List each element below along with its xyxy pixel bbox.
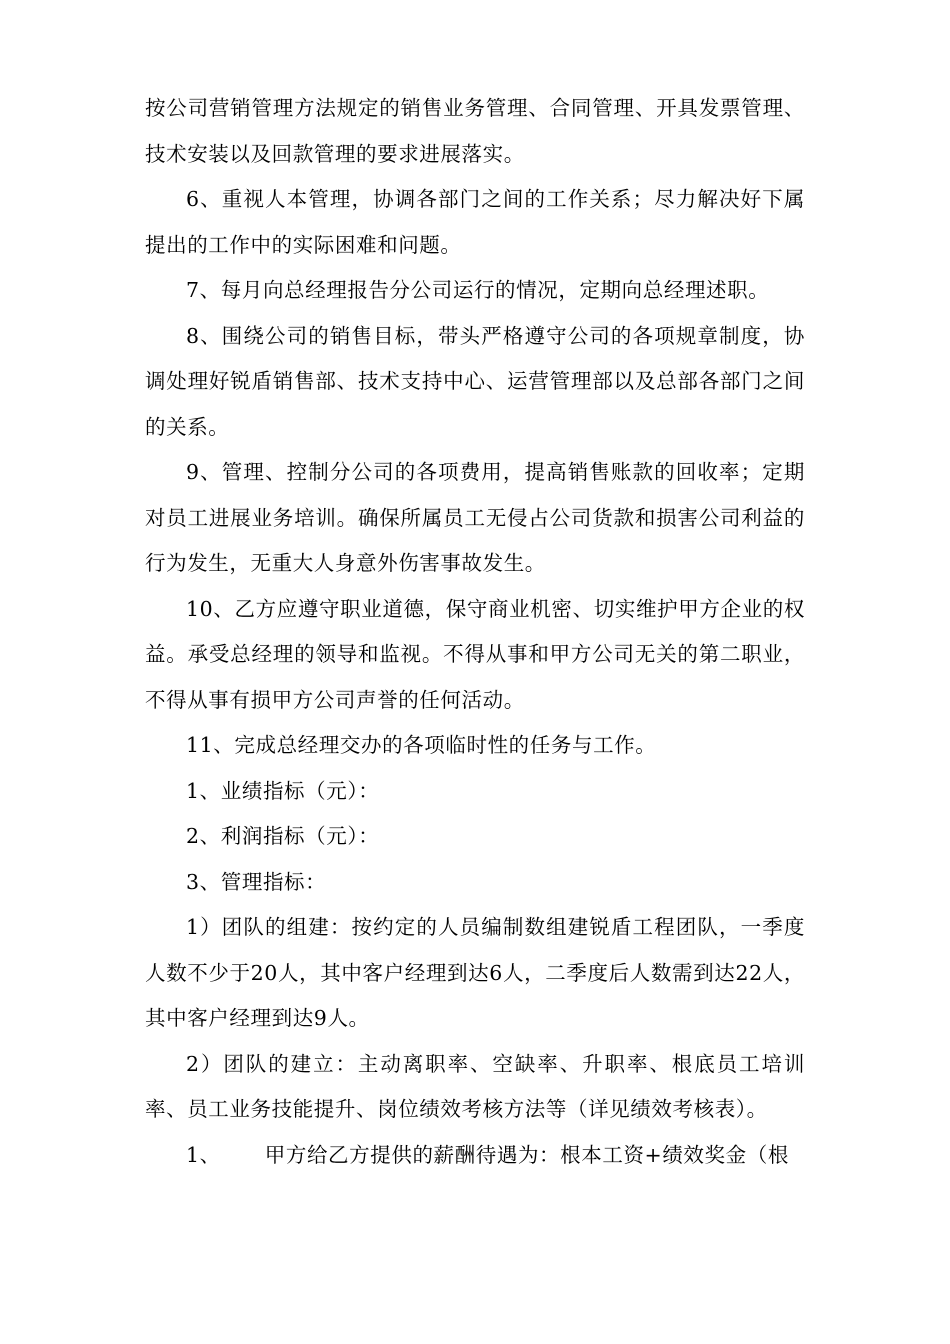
paragraph-item-10: 10、乙方应遵守职业道德，保守商业机密、切实维护甲方企业的权益。承受总经理的领导和监视。不得从事和甲方公司无关的第二职业，不得从事有损甲方公司声誉的任何活动。: [145, 596, 805, 712]
paragraph-team-building: 2）团队的建立：主动离职率、空缺率、升职率、根底员工培训率、员工业务技能提升、岗位绩效考核方法等（详见绩效考核表）。: [145, 1051, 805, 1121]
salary-item-number: 1、: [186, 1142, 221, 1167]
paragraph-team-formation: 1）团队的组建：按约定的人员编制数组建锐盾工程团队，一季度人数不少于20人，其中客户经理到达6人，二季度后人数需到达22人，其中客户经理到达9人。: [145, 915, 805, 1030]
paragraph-performance-target: 1、业绩指标（元）：: [186, 778, 380, 803]
paragraph-management-target: 3、管理指标：: [186, 869, 327, 894]
paragraph-item-9: 9、管理、控制分公司的各项费用，提高销售账款的回收率；定期对员工进展业务培训。确保所属员工无侵占公司货款和损害公司利益的行为发生，无重大人身意外伤害事故发生。: [145, 460, 805, 575]
paragraph-sales-management: 按公司营销管理方法规定的销售业务管理、合同管理、开具发票管理、技术安装以及回款管理的要求进展落实。: [145, 96, 805, 166]
salary-item-text: 甲方给乙方提供的薪酬待遇为：根本工资+绩效奖金（根: [264, 1142, 789, 1167]
paragraph-item-6: 6、重视人本管理，协调各部门之间的工作关系；尽力解决好下属提出的工作中的实际困难和问题。: [145, 187, 805, 257]
document-page: [145, 86, 805, 1178]
paragraph-item-8: 8、围绕公司的销售目标，带头严格遵守公司的各项规章制度，协调处理好锐盾销售部、技术支持中心、运营管理部以及总部各部门之间的关系。: [145, 323, 805, 439]
paragraph-salary: [145, 1133, 805, 1179]
paragraph-item-11: 11、完成总经理交办的各项临时性的任务与工作。: [186, 733, 657, 757]
paragraph-item-7: 7、每月向总经理报告分公司运行的情况，定期向总经理述职。: [186, 278, 770, 302]
paragraph-profit-target: 2、利润指标（元）：: [186, 824, 380, 848]
